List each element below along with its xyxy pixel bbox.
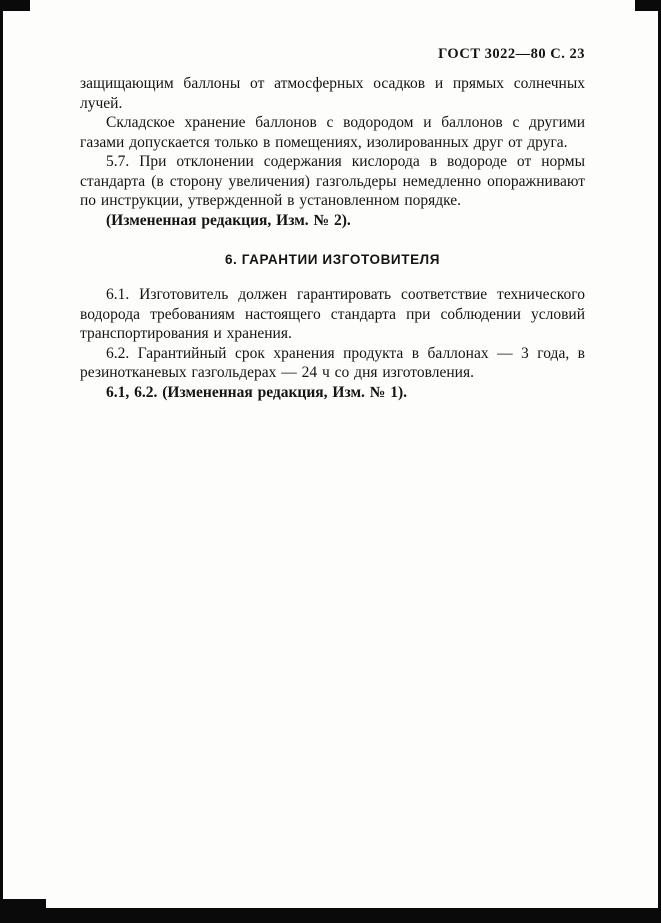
paragraph-clause-6-2: 6.2. Гарантийный срок хранения продукта в баллонах — 3 года, в резинотканевых газгольдерах — 24 ч со дня изготовления. — [80, 344, 585, 381]
paragraph-amendment-note-1: 6.1, 6.2. (Измененная редакция, Изм. № 1). — [106, 383, 408, 401]
paragraph-clause-5-7: 5.7. При отклонении содержания кислорода в водороде от нормы стандарта (в сторону увеличения) газгольдеры немедленно опоражнивают по инструкции, утвержденной в установленном порядке. — [80, 153, 585, 209]
paragraph-amendment-note-2: (Измененная редакция, Изм. № 2). — [106, 211, 351, 229]
scan-mark-left-edge — [0, 0, 3, 923]
scan-mark-top-left — [0, 0, 30, 11]
paragraph-continuation: защищающим баллоны от атмосферных осадков и прямых солнечных лучей. — [80, 75, 585, 112]
scan-mark-bottom-bar — [0, 908, 661, 923]
section-heading-guarantees: 6. ГАРАНТИИ ИЗГОТОВИТЕЛЯ — [224, 252, 441, 267]
paragraph-storage-rule: Складское хранение баллонов с водородом и баллонов с другими газами допускается только в помещениях, изолированных друг от друга. — [80, 114, 585, 151]
document-body — [80, 74, 585, 402]
scan-mark-bottom-left — [0, 899, 46, 923]
paragraph-clause-6-1: 6.1. Изготовитель должен гарантировать соответствие технического водорода требованиям настоящего стандарта при соблюдении условий транспортирования и хранения. — [80, 286, 585, 342]
page-header-gost-number: ГОСТ 3022—80 С. 23 — [438, 46, 585, 62]
